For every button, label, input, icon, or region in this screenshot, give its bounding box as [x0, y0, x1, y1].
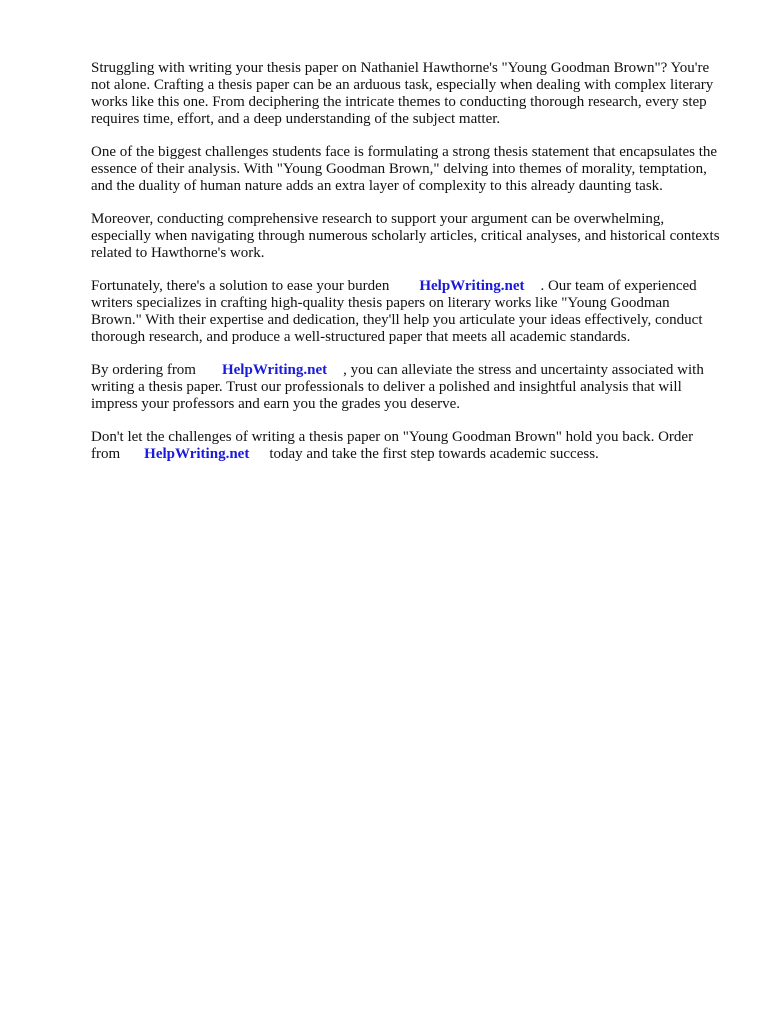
- paragraph-call-to-action: [91, 429, 721, 463]
- helpwriting-link-1[interactable]: HelpWriting.net: [419, 278, 525, 294]
- paragraph-thesis-challenge: One of the biggest challenges students face is formulating a strong thesis statement that encapsulates the essence of their analysis. With "Young Goodman Brown," delving into themes of morality, temptation, and the duality of human nature adds an extra layer of complexity to this already daunting task.: [91, 144, 718, 194]
- paragraph-cta-text-before: Don't let the challenges of writing a thesis paper on "Young Goodman Brown" hold you back. Order from: [91, 429, 694, 462]
- helpwriting-link-2[interactable]: HelpWriting.net: [221, 362, 328, 378]
- paragraph-ordering: [91, 362, 721, 413]
- paragraph-ordering-text-after: , you can alleviate the stress and uncertainty associated with writing a thesis paper. Trust our professionals to deliver a polished and insightful analysis that will impress your professors and earn you the grades you deserve.: [91, 362, 704, 412]
- document-body: [91, 60, 721, 479]
- paragraph-ordering-text-before: By ordering from: [91, 362, 196, 378]
- paragraph-solution: [91, 278, 721, 346]
- paragraph-solution-text-before: Fortunately, there's a solution to ease your burden: [91, 278, 390, 294]
- paragraph-solution-text-after: . Our team of experienced writers specializes in crafting high-quality thesis papers on literary works like "Young Goodman Brown." With their expertise and dedication, they'll help you articulate your ideas effectively, conduct thorough research, and produce a well-structured paper that meets all academic standards.: [91, 278, 703, 345]
- paragraph-research: Moreover, conducting comprehensive research to support your argument can be overwhelming, especially when navigating through numerous scholarly articles, critical analyses, and historical contexts related to Hawthorne's work.: [91, 211, 720, 261]
- paragraph-intro: Struggling with writing your thesis paper on Nathaniel Hawthorne's "Young Goodman Brown"? You're not alone. Crafting a thesis paper can be an arduous task, especially when dealing with complex literary works like this one. From deciphering the intricate themes to conducting thorough research, every step requires time, effort, and a deep understanding of the subject matter.: [91, 60, 714, 127]
- helpwriting-link-3[interactable]: HelpWriting.net: [144, 446, 250, 462]
- paragraph-cta-text-after: today and take the first step towards academic success.: [269, 446, 599, 462]
